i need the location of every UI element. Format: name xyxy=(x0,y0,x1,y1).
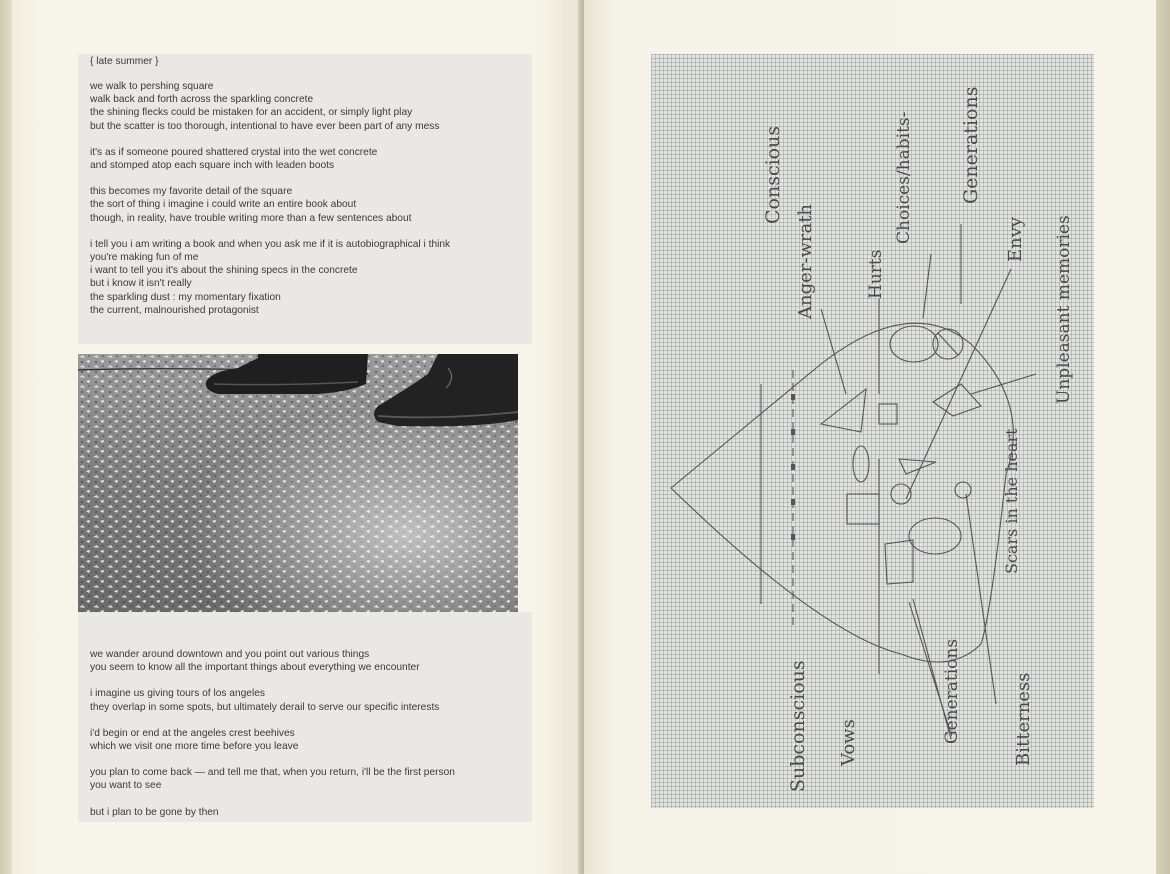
stanza xyxy=(90,146,450,172)
heart-diagram xyxy=(651,54,1094,808)
poem-line: the shining flecks could be mistaken for an accident, or simply light play xyxy=(90,107,413,119)
poem-line: this becomes my favorite detail of the square xyxy=(90,186,293,198)
poem-line: you want to see xyxy=(90,780,162,792)
poem-line: and stomped atop each square inch with leaden boots xyxy=(90,160,335,172)
heart-outline xyxy=(671,323,1013,662)
stanza xyxy=(90,185,450,225)
stanza xyxy=(90,80,450,133)
label-anger-wrath: Anger-wrath xyxy=(795,203,816,319)
poem-line: though, in reality, have trouble writing more than a few sentences about xyxy=(90,212,412,224)
oval-shape xyxy=(890,326,938,362)
boots-on-glittering-concrete-photo xyxy=(78,354,518,612)
diagram-drawing xyxy=(651,54,1094,808)
label-generations-bottom: Generations xyxy=(942,638,962,744)
stanza xyxy=(90,727,455,753)
large-oval-shape xyxy=(909,518,961,554)
poem-line: the sparkling dust : my momentary fixation xyxy=(90,291,281,303)
poem-line: but i know it isn't really xyxy=(90,278,192,290)
poem-line: walk back and forth across the sparkling concrete xyxy=(90,94,314,106)
poem-line: which we visit one more time before you leave xyxy=(90,741,299,753)
label-hurts: Hurts xyxy=(866,249,886,299)
poem-line: i'd begin or end at the angeles crest beehives xyxy=(90,727,295,739)
book-right-edge xyxy=(1156,0,1170,874)
poem-line: we wander around downtown and you point out various things xyxy=(90,649,370,660)
poem-line: but i plan to be gone by then xyxy=(90,806,219,818)
label-generations-top: Generations xyxy=(960,86,982,204)
sun-shape xyxy=(955,482,971,498)
stanza xyxy=(90,238,450,317)
small-triangle-shape xyxy=(899,459,936,474)
poem-line: they overlap in some spots, but ultimately derail to serve our specific interests xyxy=(90,701,440,713)
label-unpleasant-memories: Unpleasant memories xyxy=(1054,215,1074,404)
label-scars-in-the-heart: Scars in the heart xyxy=(1002,428,1021,574)
poem-panel-bottom xyxy=(78,612,532,822)
poem-top-text xyxy=(90,80,450,330)
stanza xyxy=(90,806,455,819)
label-envy: Envy xyxy=(1005,216,1026,262)
poem-line: i want to tell you it's about the shining specs in the concrete xyxy=(90,265,358,277)
small-oval-shape xyxy=(853,446,869,482)
label-choices-habits: Choices/habits- xyxy=(894,111,914,244)
label-subconscious: Subconscious xyxy=(787,660,809,792)
poem-line: i imagine us giving tours of los angeles xyxy=(90,688,265,700)
poem-line: you seem to know all the important things about everything we encounter xyxy=(90,662,420,674)
poem-bottom-text xyxy=(90,648,455,832)
poem-line: the current, malnourished protagonist xyxy=(90,304,259,316)
photo-image xyxy=(78,354,518,612)
poem-line: i tell you i am writing a book and when you ask me if it is autobiographical i think xyxy=(90,238,451,250)
stanza xyxy=(90,766,455,792)
poem-line: but the scatter is too thorough, intentional to have ever been part of any mess xyxy=(90,120,440,132)
square-shape xyxy=(847,494,879,524)
poem-panel-top xyxy=(78,54,532,344)
label-conscious: Conscious xyxy=(762,125,784,224)
poem-line: the sort of thing i imagine i could write an entire book about xyxy=(90,199,357,211)
stanza xyxy=(90,648,455,674)
poem-line: it's as if someone poured shattered crystal into the wet concrete xyxy=(90,146,378,158)
cube-shape xyxy=(885,540,913,584)
small-square-shape xyxy=(879,404,897,424)
label-bitterness: Bitterness xyxy=(1013,672,1034,766)
book-left-edge xyxy=(0,0,12,874)
diamond-shape xyxy=(933,384,981,416)
stanza xyxy=(90,687,455,713)
triangle-shape xyxy=(821,389,866,432)
poem-title: { late summer } xyxy=(90,56,159,67)
poem-line: you plan to come back — and tell me that, when you return, i'll be the first person xyxy=(90,767,455,779)
label-vows: Vows xyxy=(838,719,859,766)
poem-line: you're making fun of me xyxy=(90,252,199,264)
poem-line: we walk to pershing square xyxy=(90,81,214,92)
